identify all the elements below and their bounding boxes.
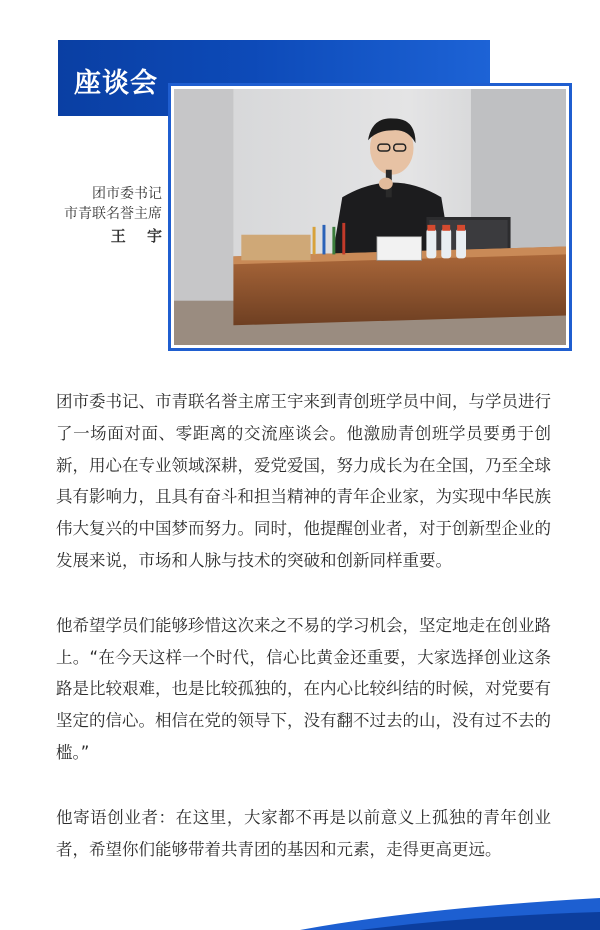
photo-frame bbox=[168, 83, 572, 351]
paragraph-2: 他希望学员们能够珍惜这次来之不易的学习机会，坚定地走在创业路上。“在今天这样一个时代，信心比黄金还重要，大家选择创业这条路是比较艰难，也是比较孤独的，在内心比较纠结的时候，对党要有坚定的信心。相信在党的领导下，没有翻不过去的山，没有过不去的槛。” bbox=[56, 615, 551, 762]
footer-wave bbox=[0, 890, 600, 930]
caption-title-2: 市青联名誉主席 bbox=[64, 206, 162, 222]
paragraph-3: 他寄语创业者：在这里，大家都不再是以前意义上孤独的青年创业者，希望你们能够带着共青团的基因和元素，走得更高更远。 bbox=[56, 807, 551, 859]
paragraph-1: 团市委书记、市青联名誉主席王宇来到青创班学员中间，与学员进行了一场面对面、零距离的交流座谈会。他激励青创班学员要勇于创新，用心在专业领域深耕，爱党爱国，努力成长为在全国，乃至全球具有影响力，且具有奋斗和担当精神的青年企业家，为实现中华民族伟大复兴的中国梦而努力。同时，他提醒创业者，对于创新型企业的发展来说，市场和人脉与技术的突破和创新同样重要。 bbox=[56, 392, 551, 570]
caption-title-1: 团市委书记 bbox=[92, 186, 162, 202]
section-title: 座谈会 bbox=[74, 68, 158, 99]
speaker-caption bbox=[20, 184, 170, 246]
caption-name: 王 宇 bbox=[110, 227, 170, 245]
speaker-photo bbox=[174, 89, 566, 345]
speaker-photo-illustration bbox=[174, 89, 566, 345]
article-body bbox=[56, 386, 551, 898]
